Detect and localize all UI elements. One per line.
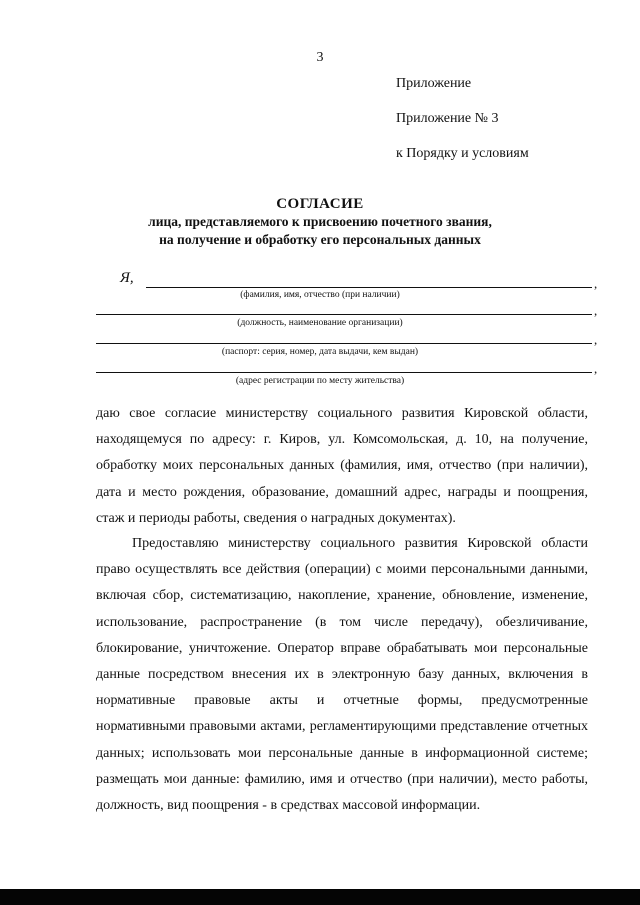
appendix-number: Приложение № 3 — [396, 111, 499, 126]
position-field-hint: (должность, наименование организации) — [237, 318, 403, 328]
address-field-line[interactable] — [96, 372, 592, 373]
rights-paragraph: Предоставляю министерству социального развития Кировской области право осуществлять все действия (операции) с моими персональными данными, включая сбор, систематизацию, накопление, хранение, обновление, изменение, использование, распространение (в том числе передачу), обезличивание, блокирование, уничтожение. Оператор вправе обрабатывать мои персональные данные посредством внесения их в электронную базу данных, включения в нормативные правовые акты и отчетные формы, предусмотренные нормативными правовыми актами, регламентирующими представление отчетных данных; использовать мои персональные данные в информационной системе; размещать мои данные: фамилию, имя и отчество (при наличии), место работы, должность, вид поощрения - в средствах массовой информации. — [96, 536, 588, 814]
consent-paragraph: даю свое согласие министерству социального развития Кировской области, находящемуся по адресу: г. Киров, ул. Комсомольская, д. 10, на получение, обработку моих персональных данных (фамилия, имя, отчество (при наличии), дата и место рождения, образование, домашний адрес, награды и поощрения, стаж и периоды работы, сведения о наградных документах). — [96, 406, 588, 526]
appendix-reference: к Порядку и условиям — [396, 146, 529, 161]
document-subtitle-line2: на получение и обработку его персональных данных — [159, 232, 481, 247]
document-subtitle-line1: лица, представляемого к присвоению почетного звания, — [148, 214, 492, 229]
ya-label: Я, — [120, 270, 134, 286]
appendix-label: Приложение — [396, 76, 472, 91]
position-field-comma: , — [594, 303, 598, 318]
address-field-comma: , — [594, 361, 598, 376]
passport-field-comma: , — [594, 332, 598, 347]
name-field-comma: , — [594, 276, 598, 291]
name-field-line[interactable] — [146, 287, 592, 288]
document-title: СОГЛАСИЕ — [276, 196, 364, 212]
position-field-line[interactable] — [96, 314, 592, 315]
address-field-hint: (адрес регистрации по месту жительства) — [235, 376, 405, 386]
scan-bottom-edge — [0, 889, 640, 905]
passport-field-line[interactable] — [96, 343, 592, 344]
page-number: 3 — [316, 50, 324, 65]
name-field-hint: (фамилия, имя, отчество (при наличии) — [240, 290, 400, 300]
passport-field-hint: (паспорт: серия, номер, дата выдачи, кем выдан) — [221, 347, 419, 357]
